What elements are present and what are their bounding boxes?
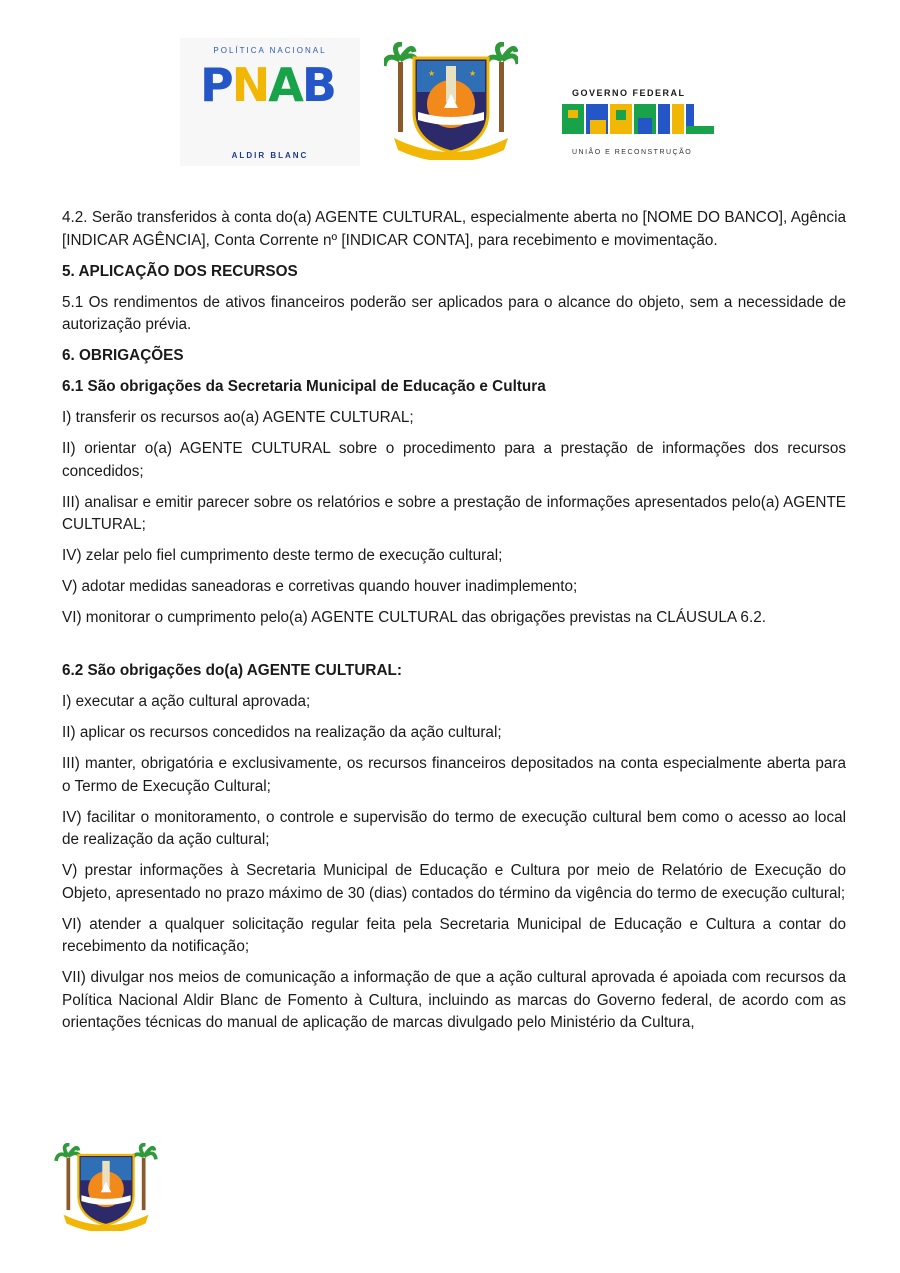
- paragraph-5-1: 5.1 Os rendimentos de ativos financeiros poderão ser aplicados para o alcance do objeto, sem a necessidade de autorização prévia.: [62, 293, 846, 333]
- list-item: VI) monitorar o cumprimento pelo(a) AGENTE CULTURAL das obrigações previstas na CLÁUSULA 6.2.: [62, 609, 766, 626]
- pnab-logo-word: [200, 58, 335, 112]
- list-item: I) executar a ação cultural aprovada;: [62, 693, 311, 710]
- list-item: I) transferir os recursos ao(a) AGENTE CULTURAL;: [62, 409, 414, 426]
- pnab-letter-b: B: [301, 58, 335, 112]
- gov-title: GOVERNO FEDERAL: [572, 88, 686, 98]
- brasil-word-icon: [560, 102, 720, 136]
- svg-text:★: ★: [428, 69, 436, 78]
- pnab-logo: [180, 38, 360, 166]
- municipal-crest-logo: [384, 42, 518, 160]
- list-item: II) orientar o(a) AGENTE CULTURAL sobre o procedimento para a prestação de informações dos recursos concedidos;: [62, 440, 846, 480]
- list-item: V) adotar medidas saneadoras e corretivas quando houver inadimplemento;: [62, 578, 578, 595]
- paragraph-4-2: 4.2. Serão transferidos à conta do(a) AGENTE CULTURAL, especialmente aberta no [NOME DO BANCO], Agência [INDICAR AGÊNCIA], Conta Corrente nº [INDICAR CONTA], para recebimento e movimentação.: [62, 209, 846, 249]
- pnab-logo-bottom-text: ALDIR BLANC: [231, 151, 309, 160]
- list-item: VI) atender a qualquer solicitação regular feita pela Secretaria Municipal de Educação e Cultura a contar do recebimento da notificação;: [62, 915, 846, 955]
- svg-text:★: ★: [469, 69, 477, 78]
- list-item: III) analisar e emitir parecer sobre os relatórios e sobre a prestação de informações apresentados pelo(a) AGENTE CULTURAL;: [62, 493, 846, 533]
- list-item: III) manter, obrigatória e exclusivamente, os recursos financeiros depositados na conta especialmente aberta para o Termo de Execução Cultural;: [62, 755, 846, 795]
- governo-federal-logo: [560, 80, 720, 160]
- gov-subtitle: UNIÃO E RECONSTRUÇÃO: [572, 149, 693, 156]
- list-item: V) prestar informações à Secretaria Municipal de Educação e Cultura por meio de Relatório de Execução do Objeto, apresentado no prazo máximo de 30 (dias) contados do término da vigência do termo de execução cultural;: [62, 862, 846, 902]
- pnab-logo-top-text: POLÍTICA NACIONAL: [213, 46, 327, 55]
- heading-6-1: 6.1 São obrigações da Secretaria Municipal de Educação e Cultura: [62, 378, 546, 395]
- list-item: IV) facilitar o monitoramento, o controle e supervisão do termo de execução cultural bem como o acesso ao local de realização da ação cultural;: [62, 808, 846, 848]
- crest-icon: [50, 1143, 162, 1231]
- heading-6: 6. OBRIGAÇÕES: [62, 347, 184, 364]
- document-body: [62, 207, 846, 1043]
- section-spacer: [62, 638, 846, 660]
- pnab-letter-n: N: [231, 58, 269, 112]
- list-item: VII) divulgar nos meios de comunicação a informação de que a ação cultural aprovada é apoiada com recursos da Política Nacional Aldir Blanc de Fomento à Cultura, incluindo as marcas do Governo federal, de acordo com as orientações técnicas do manual de aplicação de marcas divulgado pelo Ministério da Cultura,: [62, 969, 846, 1031]
- footer-crest-logo: [50, 1143, 162, 1231]
- list-item: IV) zelar pelo fiel cumprimento deste termo de execução cultural;: [62, 547, 503, 564]
- heading-6-2: 6.2 São obrigações do(a) AGENTE CULTURAL:: [62, 662, 402, 679]
- pnab-letter-a: A: [268, 58, 302, 112]
- heading-5: 5. APLICAÇÃO DOS RECURSOS: [62, 262, 298, 280]
- pnab-letter-p: P: [200, 58, 232, 112]
- crest-icon: [384, 42, 518, 160]
- list-item: II) aplicar os recursos concedidos na realização da ação cultural;: [62, 724, 502, 741]
